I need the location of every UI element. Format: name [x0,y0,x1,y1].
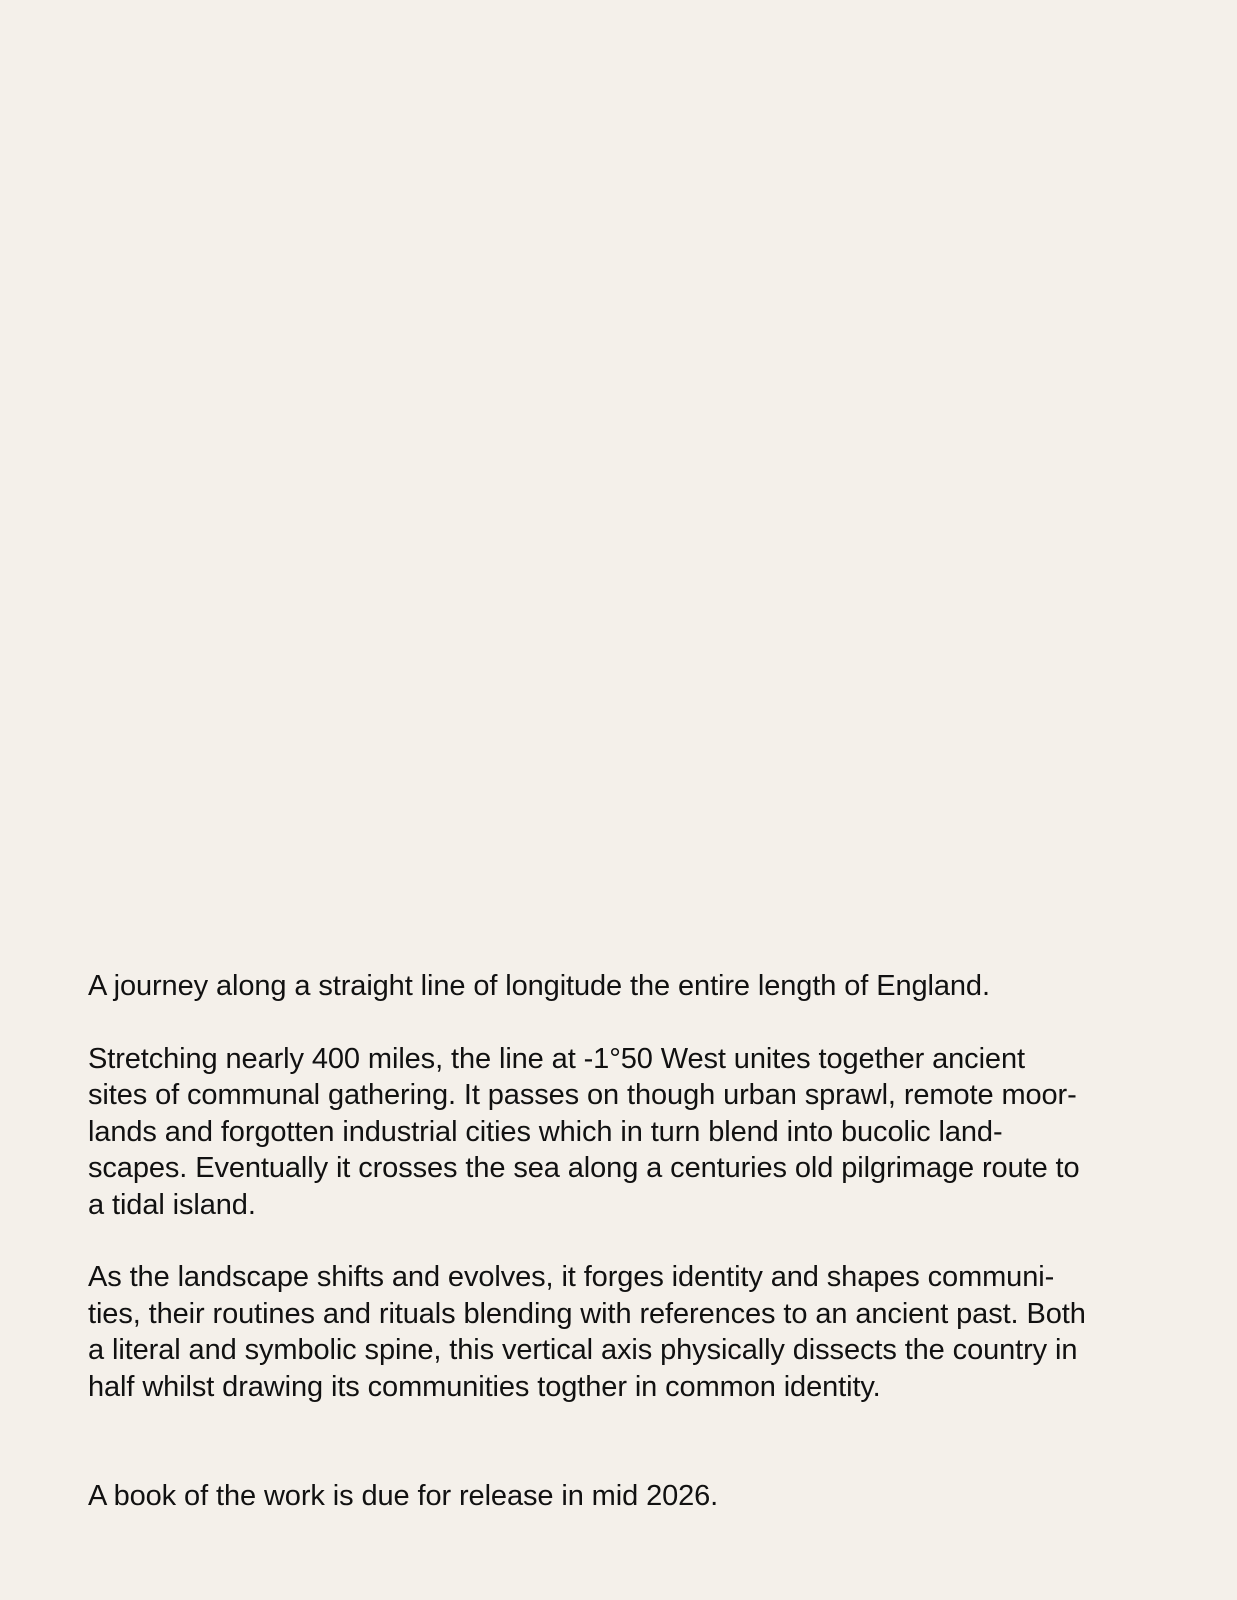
release-note [88,1478,1150,1515]
paragraph-line: a tidal island. [88,1188,256,1221]
paragraph-line: ties, their routines and rituals blending with references to an ancient past. Both [88,1297,1086,1330]
paragraph-line: a literal and symbolic spine, this vertical axis physically dissects the country in [88,1334,1078,1366]
paragraph-line: Stretching nearly 400 miles, the line at -1°50 West unites together ancient [88,1042,1025,1075]
release-note-text: A book of the work is due for release in mid 2026. [88,1480,719,1512]
project-description [88,968,1150,1515]
paragraph-line: scapes. Eventually it crosses the sea along a centuries old pilgrimage route to [88,1152,1080,1184]
paragraph-line: half whilst drawing its communities togther in common identity. [88,1370,881,1403]
paragraph-line: sites of communal gathering. It passes on though urban sprawl, remote moor- [88,1079,1077,1111]
paragraph-identity [88,1259,1150,1405]
paragraph-line: lands and forgotten industrial cities which in turn blend into bucolic land- [88,1115,1003,1148]
tagline-text: A journey along a straight line of longitude the entire length of England. [88,970,990,1002]
paragraph-line: As the landscape shifts and evolves, it forges identity and shapes communi- [88,1261,1055,1293]
paragraph-route [88,1041,1150,1224]
tagline [88,968,1150,1005]
